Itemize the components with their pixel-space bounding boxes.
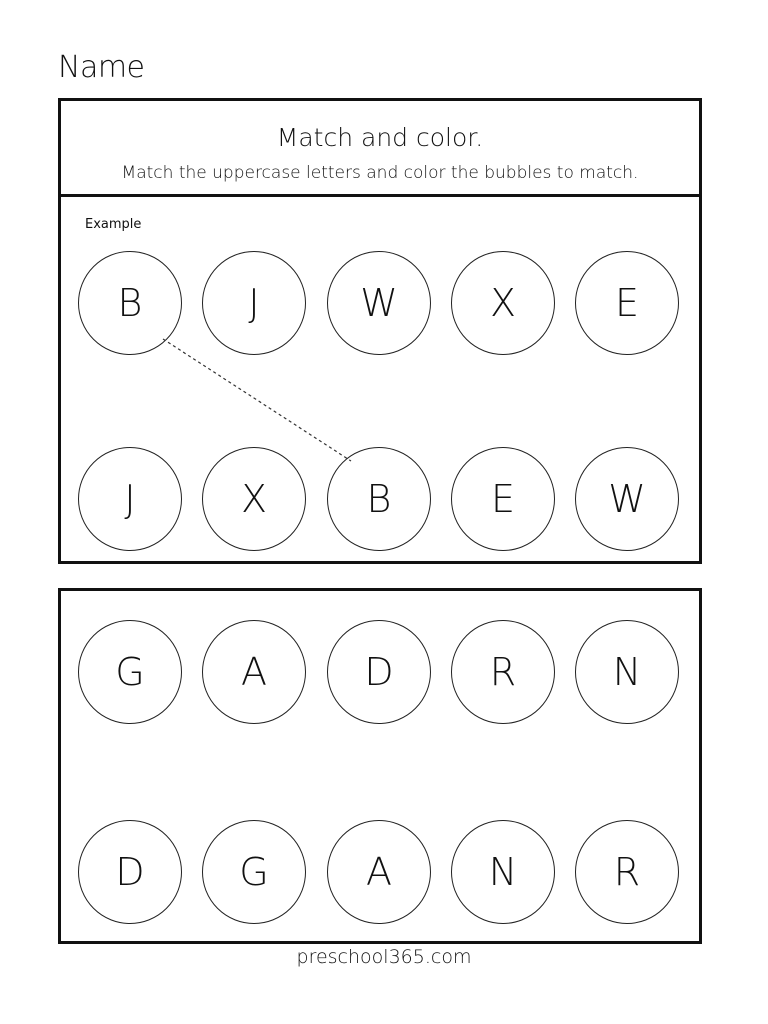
bubble-section1-bottom-3[interactable]: B [327,447,431,551]
bubble-section2-top-3[interactable]: D [327,620,431,724]
bubble-section1-bottom-5[interactable]: W [575,447,679,551]
section-1-box [58,98,702,564]
bubble-section2-top-1[interactable]: G [78,620,182,724]
bubble-section2-top-2[interactable]: A [202,620,306,724]
section-2-box [58,588,702,944]
worksheet-subtitle: Match the uppercase letters and color the bubbles to match. [121,163,639,183]
bubble-section2-bottom-1[interactable]: D [78,820,182,924]
bubble-section2-bottom-4[interactable]: N [451,820,555,924]
worksheet-title: Match and color. [276,123,484,152]
name-label: Name [58,50,145,85]
example-dashed-connector [163,339,351,461]
bubble-section1-bottom-1[interactable]: J [78,447,182,551]
instructions-header [61,101,699,197]
example-label: Example [85,217,142,232]
bubble-section1-bottom-4[interactable]: E [451,447,555,551]
bubble-section1-top-1[interactable]: B [78,251,182,355]
bubble-section2-top-4[interactable]: R [451,620,555,724]
bubble-section1-top-3[interactable]: W [327,251,431,355]
bubble-section2-top-5[interactable]: N [575,620,679,724]
bubble-section2-bottom-3[interactable]: A [327,820,431,924]
bubble-section2-bottom-2[interactable]: G [202,820,306,924]
bubble-section1-bottom-2[interactable]: X [202,447,306,551]
bubble-section1-top-5[interactable]: E [575,251,679,355]
bubble-section1-top-2[interactable]: J [202,251,306,355]
footer-site-url: preschool365.com [296,946,472,968]
bubble-section1-top-4[interactable]: X [451,251,555,355]
bubble-section2-bottom-5[interactable]: R [575,820,679,924]
